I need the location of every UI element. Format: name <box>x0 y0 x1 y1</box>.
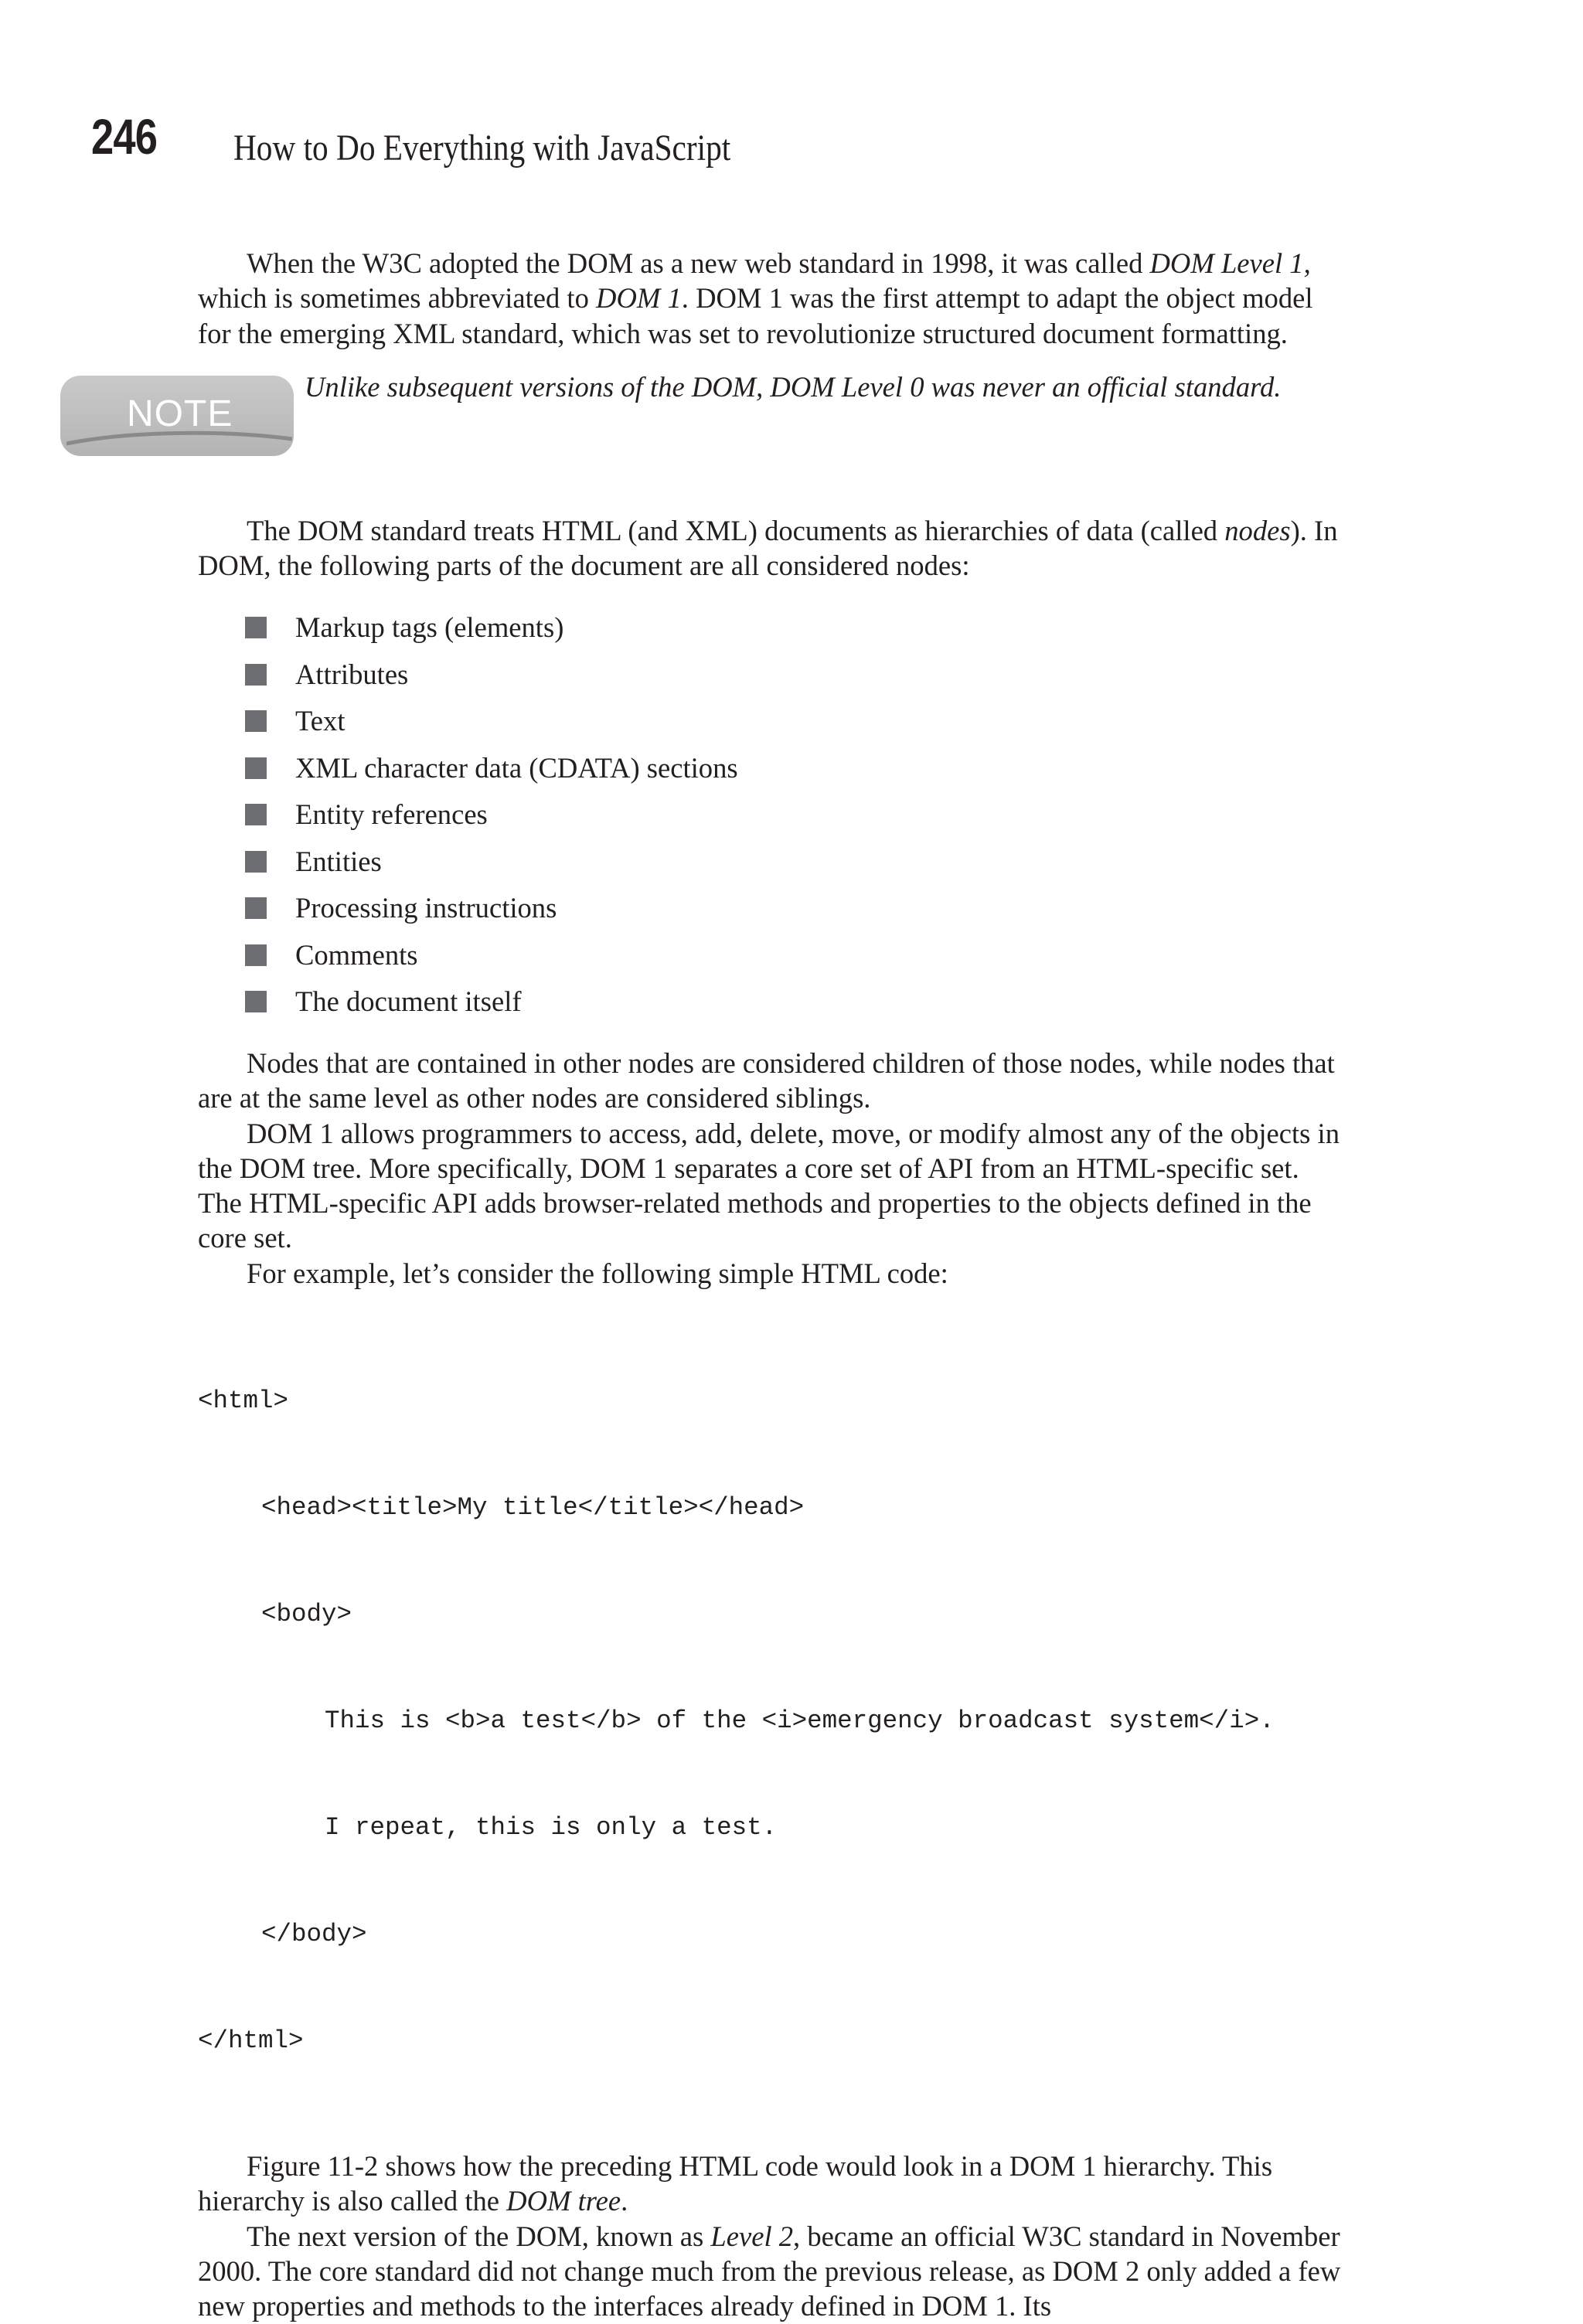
text-run: , became an official W3C standard in November 2000. The core standard did not change much from the previous release, as DOM 2 only added a few new properties and methods to the interfaces already defined in DOM 1. Its <box>198 2220 1341 2322</box>
square-bullet-icon <box>245 944 267 966</box>
italic-term: Level 2 <box>710 2220 794 2252</box>
paragraph-nodes-intro <box>198 513 1342 584</box>
list-item-text: Text <box>295 705 346 737</box>
square-bullet-icon <box>245 664 267 686</box>
paragraph-dom1-api: DOM 1 allows programmers to access, add, delete, move, or modify almost any of the objects in the DOM tree. More specifically, DOM 1 separates a core set of API from an HTML-specific set. The HTML-specific API adds browser-related methods and properties to the objects defined in the core set. <box>198 1117 1340 1254</box>
list-item-text: Comments <box>295 938 418 971</box>
code-line: <body> <box>261 1600 352 1629</box>
code-line: I repeat, this is only a test. <box>325 1813 778 1843</box>
list-item <box>198 745 1342 792</box>
book-title: How to Do Everything with JavaScript <box>233 128 731 168</box>
paragraph-children-siblings: Nodes that are contained in other nodes are considered children of those nodes, while nodes that are at the same level as other nodes are considered siblings. <box>198 1046 1335 1114</box>
list-item <box>198 978 1342 1026</box>
list-item <box>198 652 1342 699</box>
list-item-text: Processing instructions <box>295 892 557 924</box>
text-run: ). In DOM, the following parts of the document are all considered nodes: <box>198 514 1338 582</box>
code-listing <box>198 1312 1342 2130</box>
text-run: Figure 11-2 shows how the preceding HTML code would look in a DOM 1 hierarchy. This hierarchy is also called the <box>198 2150 1273 2217</box>
code-line: </body> <box>261 1920 367 1949</box>
paragraph-figure-reference <box>198 2149 1342 2219</box>
square-bullet-icon <box>245 710 267 732</box>
text-run: When the W3C adopted the DOM as a new web standard in 1998, it was called <box>247 247 1150 279</box>
page-number: 246 <box>91 109 158 165</box>
paragraph-dom-level-1 <box>198 246 1342 351</box>
list-item-text: The document itself <box>295 985 522 1018</box>
text-run: The DOM standard treats HTML (and XML) documents as hierarchies of data (called <box>247 514 1225 546</box>
italic-term: DOM Level 1, <box>1149 247 1311 279</box>
square-bullet-icon <box>245 897 267 919</box>
square-bullet-icon <box>245 617 267 638</box>
square-bullet-icon <box>245 991 267 1012</box>
text-run: . DOM 1 was the first attempt to adapt the object model for the emerging XML standard, which was set to revolutionize structured document formatting. <box>198 282 1313 349</box>
note-callout <box>127 369 1342 493</box>
list-item <box>198 839 1342 886</box>
page-body <box>127 246 1342 2324</box>
note-badge <box>60 376 294 456</box>
italic-term: DOM 1 <box>596 282 682 315</box>
list-item <box>198 698 1342 745</box>
list-item-text: Attributes <box>295 658 409 690</box>
node-types-list <box>198 604 1342 1026</box>
list-item-text: XML character data (CDATA) sections <box>295 751 738 784</box>
paragraph-example-intro: For example, let’s consider the following simple HTML code: <box>247 1257 948 1289</box>
note-text: Unlike subsequent versions of the DOM, DOM Level 0 was never an official standard. <box>305 370 1282 403</box>
square-bullet-icon <box>245 851 267 873</box>
italic-term: DOM tree <box>506 2185 621 2217</box>
text-run: The next version of the DOM, known as <box>247 2220 711 2252</box>
text-run: . <box>621 2185 628 2217</box>
italic-term: nodes <box>1224 514 1291 546</box>
list-item <box>198 885 1342 932</box>
list-item-text: Entity references <box>295 798 488 831</box>
list-item-text: Markup tags (elements) <box>295 611 564 644</box>
square-bullet-icon <box>245 757 267 779</box>
text-run: which is sometimes abbreviated to <box>198 282 597 315</box>
paragraph-dom-level-2 <box>198 2219 1342 2324</box>
code-line: This is <b>a test</b> of the <i>emergency broadcast system</i>. <box>325 1706 1275 1736</box>
list-item-text: Entities <box>295 845 382 877</box>
note-label: NOTE <box>127 393 233 434</box>
list-item <box>198 791 1342 839</box>
code-line: <html> <box>198 1387 289 1416</box>
code-line: <head><title>My title</title></head> <box>261 1493 805 1523</box>
list-item <box>198 604 1342 652</box>
code-line: </html> <box>198 2026 304 2056</box>
square-bullet-icon <box>245 804 267 825</box>
list-item <box>198 932 1342 979</box>
